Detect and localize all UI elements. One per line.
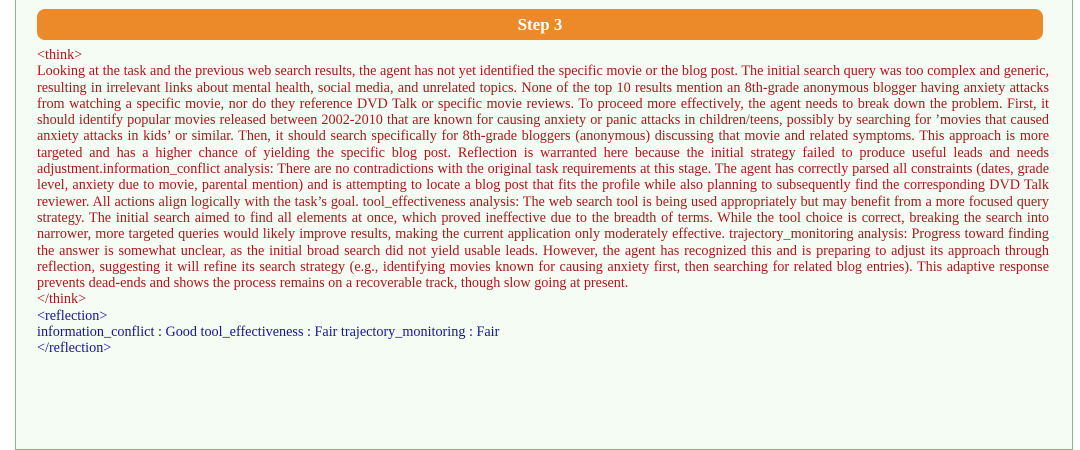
reflection-close-tag: </reflection>: [37, 340, 112, 357]
think-open-tag: <think>: [37, 47, 83, 63]
think-body: Looking at the task and the previous web search results, the agent has not yet identified the specific movie or the blog post. The initial search query was too complex and generic, resulting in irrelevant links about mental health, social media, and unrelated topics. None of the top 10 results mention an 8th-grade anonymous blogger having anxiety attacks from watching a specific movie, nor do they reference DVD Talk or specific movie reviews. To proceed more effectively, the agent needs to break down the problem. First, it should identify popular movies released between 2002-2010 that are known for causing anxiety or panic attacks in children/teens, possibly by searching for ’movies that caused anxiety attacks in kids’ or similar. Then, it should search specifically for 8th-grade bloggers (anonymous) discussing that movie and related symptoms. This approach is more targeted and has a higher chance of yielding the specific blog post. Reflection is warranted here because the initial strategy failed to produce useful leads and needs adjustment.information_conflict analysis: There are no contradictions with the original task requirements at this stage. The agent has correctly parsed all constraints (dates, grade level, anxiety due to movie, parental mention) and is attempting to locate a blog post that fits the profile while also planning to subsequently find the corresponding DVD Talk reviewer. All actions align logically with the task’s goal. tool_effectiveness analysis: The web search tool is being used appropriately but may benefit from a more focused query strategy. The initial search aimed to find all elements at once, which proved ineffective due to the breadth of terms. While the tool choice is correct, breaking the search into narrower, more targeted queries would likely improve results, making the current application only moderately effective. trajectory_monitoring analysis: Progress toward finding the answer is somewhat unclear, as the initial broad search did not yield usable leads. However, the agent has recognized this and is preparing to adjust its approach through reflection, suggesting it will refine its search strategy (e.g., identifying movies known for causing anxiety first, then searching for related blog entries). This adaptive response prevents dead-ends and shows the process remains on a recoverable track, though slow going at present.: [37, 63, 1049, 292]
reflection-block: [37, 308, 1049, 357]
step-title: Step 3: [517, 15, 563, 34]
reflection-body: information_conflict : Good tool_effectiveness : Fair trajectory_monitoring : Fair: [37, 324, 500, 341]
think-close-tag: </think>: [37, 291, 87, 308]
reflection-open-tag: <reflection>: [37, 307, 108, 324]
step-content: [37, 47, 1049, 357]
think-block: [37, 47, 1049, 308]
step-header: [37, 9, 1043, 40]
